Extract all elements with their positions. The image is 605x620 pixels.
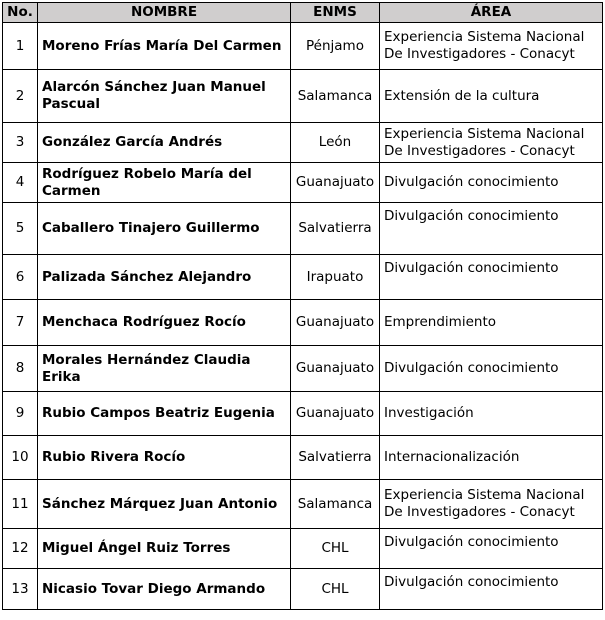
header-enms: ENMS: [291, 3, 380, 23]
cell-area: Divulgación conocimiento: [380, 203, 603, 255]
cell-nombre: Rubio Campos Beatriz Eugenia: [38, 392, 291, 436]
cell-area: Divulgación conocimiento: [380, 529, 603, 569]
cell-area: Divulgación conocimiento: [380, 346, 603, 392]
cell-area: Experiencia Sistema Nacional De Investigadores - Conacyt: [380, 123, 603, 163]
cell-area: Emprendimiento: [380, 300, 603, 346]
cell-no: 1: [3, 23, 38, 70]
cell-no: 5: [3, 203, 38, 255]
cell-nombre: Moreno Frías María Del Carmen: [38, 23, 291, 70]
cell-nombre: Caballero Tinajero Guillermo: [38, 203, 291, 255]
cell-nombre: Morales Hernández Claudia Erika: [38, 346, 291, 392]
table-row: [3, 23, 603, 70]
cell-no: 11: [3, 480, 38, 529]
cell-no: 2: [3, 70, 38, 123]
table-row: [3, 346, 603, 392]
cell-no: 3: [3, 123, 38, 163]
cell-nombre: Palizada Sánchez Alejandro: [38, 255, 291, 300]
cell-enms: CHL: [291, 529, 380, 569]
cell-no: 9: [3, 392, 38, 436]
table-row: [3, 436, 603, 480]
table-row: [3, 300, 603, 346]
cell-nombre: Rubio Rivera Rocío: [38, 436, 291, 480]
cell-nombre: Menchaca Rodríguez Rocío: [38, 300, 291, 346]
cell-no: 10: [3, 436, 38, 480]
cell-area: Experiencia Sistema Nacional De Investigadores - Conacyt: [380, 23, 603, 70]
cell-enms: Salvatierra: [291, 436, 380, 480]
cell-area: Experiencia Sistema Nacional De Investigadores - Conacyt: [380, 480, 603, 529]
cell-no: 13: [3, 569, 38, 610]
cell-area: Divulgación conocimiento: [380, 569, 603, 610]
cell-no: 8: [3, 346, 38, 392]
cell-enms: Guanajuato: [291, 392, 380, 436]
cell-nombre: Miguel Ángel Ruiz Torres: [38, 529, 291, 569]
cell-no: 4: [3, 163, 38, 203]
cell-enms: Salvatierra: [291, 203, 380, 255]
cell-no: 12: [3, 529, 38, 569]
cell-nombre: Rodríguez Robelo María del Carmen: [38, 163, 291, 203]
cell-nombre: Alarcón Sánchez Juan Manuel Pascual: [38, 70, 291, 123]
table-row: [3, 163, 603, 203]
cell-nombre: Sánchez Márquez Juan Antonio: [38, 480, 291, 529]
table-row: [3, 70, 603, 123]
table-row: [3, 203, 603, 255]
cell-area: Investigación: [380, 392, 603, 436]
table-row: [3, 480, 603, 529]
cell-no: 6: [3, 255, 38, 300]
cell-nombre: Nicasio Tovar Diego Armando: [38, 569, 291, 610]
cell-area: Internacionalización: [380, 436, 603, 480]
cell-area: Divulgación conocimiento: [380, 255, 603, 300]
table-row: [3, 569, 603, 610]
table-row: [3, 123, 603, 163]
table-row: [3, 529, 603, 569]
cell-enms: León: [291, 123, 380, 163]
cell-area: Extensión de la cultura: [380, 70, 603, 123]
cell-enms: Salamanca: [291, 480, 380, 529]
cell-nombre: González García Andrés: [38, 123, 291, 163]
header-area: ÁREA: [380, 3, 603, 23]
cell-enms: Pénjamo: [291, 23, 380, 70]
cell-enms: Guanajuato: [291, 300, 380, 346]
cell-enms: Guanajuato: [291, 346, 380, 392]
table-row: [3, 255, 603, 300]
header-no: No.: [3, 3, 38, 23]
cell-enms: Guanajuato: [291, 163, 380, 203]
header-nombre: NOMBRE: [38, 3, 291, 23]
cell-enms: Salamanca: [291, 70, 380, 123]
cell-area: Divulgación conocimiento: [380, 163, 603, 203]
cell-enms: CHL: [291, 569, 380, 610]
cell-no: 7: [3, 300, 38, 346]
header-row: [3, 3, 603, 23]
table-row: [3, 392, 603, 436]
cell-enms: Irapuato: [291, 255, 380, 300]
staff-table: [2, 2, 603, 610]
